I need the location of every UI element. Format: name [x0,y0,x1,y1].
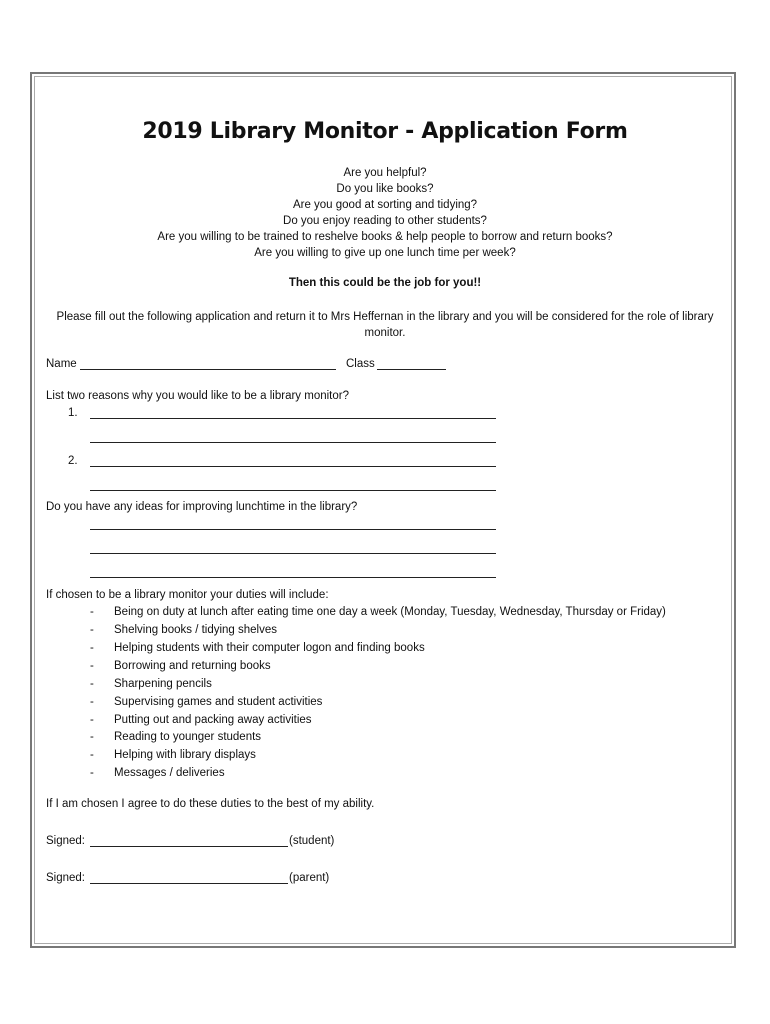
question: Are you willing to be trained to reshelve books & help people to borrow and return books? [157,231,613,243]
bullet-mark: - [90,606,94,618]
bullet-mark: - [90,642,94,654]
class-label: Class [346,358,375,370]
duty-item: Putting out and packing away activities [114,714,312,726]
duty-item: Being on duty at lunch after eating time one day a week (Monday, Tuesday, Wednesday, Thursday or Friday) [114,606,666,618]
duties-intro: If chosen to be a library monitor your duties will include: [46,589,329,601]
reason-1-line-2[interactable] [90,442,496,443]
reason-2-line-2[interactable] [90,490,496,491]
duty-item: Helping students with their computer logon and finding books [114,642,425,654]
ideas-line-2[interactable] [90,553,496,554]
bullet-mark: - [90,767,94,779]
signed-label-parent: Signed: [46,872,86,884]
bullet-mark: - [90,731,94,743]
ideas-prompt: Do you have any ideas for improving lunchtime in the library? [46,501,358,513]
reason-2-line-1[interactable] [90,466,496,467]
page-title: 2019 Library Monitor - Application Form [142,119,628,144]
parent-signature-field[interactable] [90,883,288,884]
question: Do you like books? [336,183,434,195]
question: Are you good at sorting and tidying? [292,199,478,211]
bullet-mark: - [90,696,94,708]
agreement-statement: If I am chosen I agree to do these duties to the best of my ability. [46,798,375,810]
duty-item: Reading to younger students [114,731,262,743]
student-signature-field[interactable] [90,846,288,847]
question: Do you enjoy reading to other students? [283,215,487,227]
bullet-mark: - [90,678,94,690]
duty-item: Shelving books / tidying shelves [114,624,278,636]
name-label: Name [46,358,77,370]
signed-label-student: Signed: [46,835,86,847]
question: Are you willing to give up one lunch time per week? [254,247,516,259]
bullet-mark: - [90,714,94,726]
duty-item: Messages / deliveries [114,767,225,779]
duty-item: Helping with library displays [114,749,256,761]
class-field[interactable] [377,369,446,370]
reason-1-line-1[interactable] [90,418,496,419]
ideas-line-3[interactable] [90,577,496,578]
student-suffix: (student) [289,835,335,847]
bullet-mark: - [90,749,94,761]
reasons-prompt: List two reasons why you would like to be a library monitor? [46,390,349,402]
duty-item: Borrowing and returning books [114,660,271,672]
intro-paragraph: Please fill out the following application and return it to Mrs Heffernan in the library and you will be considered for the role of library monitor. [56,311,714,339]
ideas-line-1[interactable] [90,529,496,530]
reason-number: 1. [68,407,78,419]
bullet-mark: - [90,624,94,636]
tagline: Then this could be the job for you!! [288,277,482,289]
name-field[interactable] [80,369,336,370]
duty-item: Sharpening pencils [114,678,212,690]
question-list [0,165,770,261]
bullet-mark: - [90,660,94,672]
duty-item: Supervising games and student activities [114,696,323,708]
question: Are you helpful? [343,167,427,179]
reason-number: 2. [68,455,78,467]
parent-suffix: (parent) [289,872,330,884]
